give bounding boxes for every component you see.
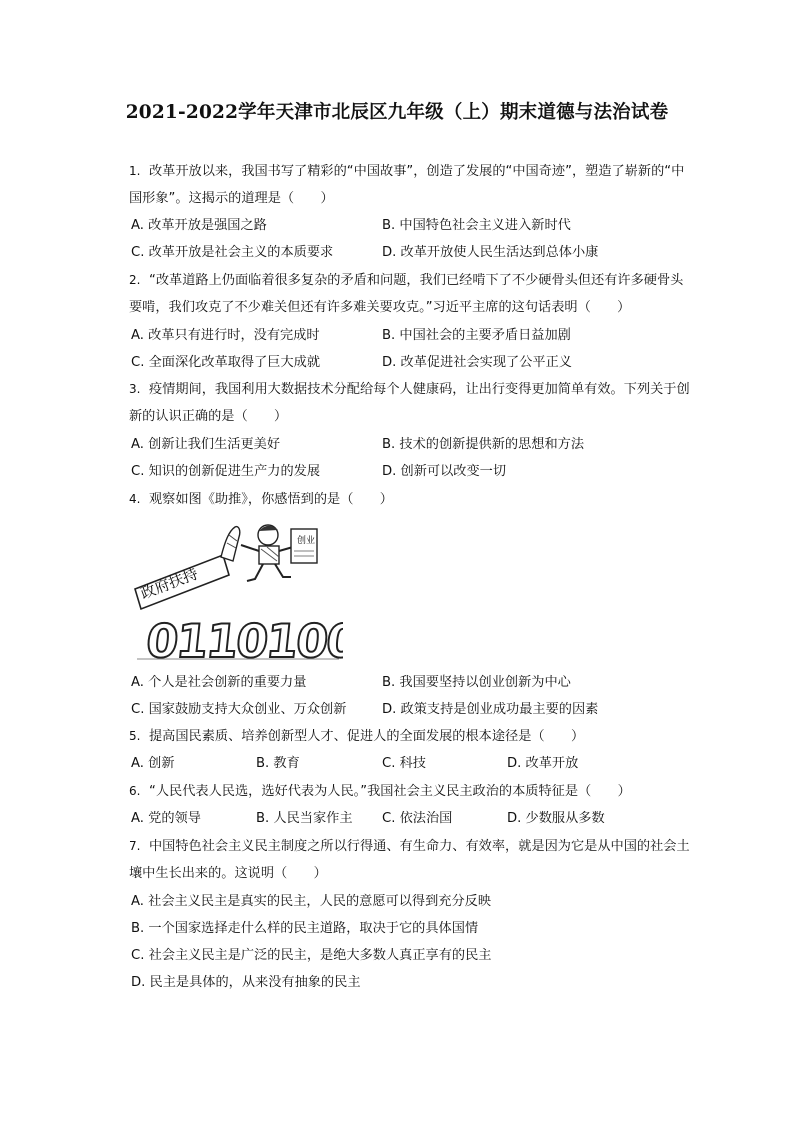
question-3	[129, 376, 695, 430]
option-d: D. 改革促进社会实现了公平正义	[382, 355, 572, 370]
cartoon-figure	[133, 521, 343, 663]
question-number: 3.	[129, 382, 141, 396]
question-7	[129, 833, 695, 887]
question-stem: 改革开放以来，我国书写了精彩的“中国故事”，创造了发展的“中国奇迹”，塑造了崭新的“中国形象”。这揭示的道理是（ ）	[129, 164, 685, 206]
question-number: 6.	[129, 784, 141, 798]
question-number: 7.	[129, 839, 141, 853]
option-d: D. 创新可以改变一切	[382, 464, 507, 479]
card-label: 创业	[297, 536, 316, 546]
option-d: D. 改革开放使人民生活达到总体小康	[382, 245, 599, 260]
option-b: B. 教育	[256, 756, 300, 771]
option-c: C. 科技	[382, 756, 426, 771]
question-2	[129, 267, 695, 321]
option-a: A. 创新让我们生活更美好	[131, 437, 281, 452]
option-b: B. 中国社会的主要矛盾日益加剧	[382, 328, 571, 343]
option-a: A. 改革开放是强国之路	[131, 218, 267, 233]
question-stem: 提高国民素质、培养创新型人才、促进人的全面发展的根本途径是（ ）	[149, 729, 585, 744]
question-number: 5.	[129, 729, 141, 743]
question-1	[129, 158, 695, 212]
option-d: D. 政策支持是创业成功最主要的因素	[382, 702, 599, 717]
option-c: C. 改革开放是社会主义的本质要求	[131, 245, 334, 260]
option-a: A. 创新	[131, 756, 175, 771]
person-figure	[241, 525, 317, 581]
option-a: A. 改革只有进行时，没有完成时	[131, 328, 320, 343]
question-stem: “人民代表人民选，选好代表为人民。”我国社会主义民主政治的本质特征是（ ）	[149, 784, 631, 799]
option-c: C. 社会主义民主是广泛的民主，是绝大多数人真正享有的民主	[131, 948, 492, 963]
question-number: 1.	[129, 164, 141, 178]
option-b: B. 我国要坚持以创业创新为中心	[382, 675, 571, 690]
page-title: 2021-2022学年天津市北辰区九年级（上）期末道德与法治试卷	[125, 102, 669, 123]
option-c: C. 国家鼓励支持大众创业、万众创新	[131, 702, 347, 717]
option-b: B. 技术的创新提供新的思想和方法	[382, 437, 585, 452]
sign-label: 政府扶持	[137, 564, 201, 603]
question-number: 4.	[129, 492, 141, 506]
option-d: D. 改革开放	[507, 756, 579, 771]
question-stem: 观察如图《助推》，你感悟到的是（ ）	[149, 492, 393, 507]
government-support-sign	[135, 527, 240, 609]
option-b: B. 人民当家作主	[256, 811, 353, 826]
option-c: C. 全面深化改革取得了巨大成就	[131, 355, 321, 370]
question-6	[129, 778, 695, 805]
question-stem: 疫情期间，我国利用大数据技术分配给每个人健康码，让出行变得更加简单有效。下列关于创新的认识正确的是（ ）	[129, 382, 690, 424]
option-a: A. 个人是社会创新的重要力量	[131, 675, 307, 690]
question-4	[129, 486, 695, 513]
binary-number-text: 0110100	[143, 614, 343, 663]
option-a: A. 党的领导	[131, 811, 201, 826]
question-5	[129, 723, 695, 750]
option-d: D. 民主是具体的，从来没有抽象的民主	[131, 975, 361, 990]
option-a: A. 社会主义民主是真实的民主，人民的意愿可以得到充分反映	[131, 894, 492, 909]
question-number: 2.	[129, 273, 141, 287]
option-c: C. 依法治国	[382, 811, 453, 826]
option-d: D. 少数服从多数	[507, 811, 605, 826]
cartoon-illustration	[133, 521, 343, 663]
question-stem: “改革道路上仍面临着很多复杂的矛盾和问题，我们已经啃下了不少硬骨头但还有许多硬骨头要啃，我们攻克了不少难关但还有许多难关要攻克。”习近平主席的这句话表明（ ）	[129, 273, 684, 315]
option-b: B. 一个国家选择走什么样的民主道路，取决于它的具体国情	[131, 921, 479, 936]
question-stem: 中国特色社会主义民主制度之所以行得通、有生命力、有效率，就是因为它是从中国的社会土壤中生长出来的。这说明（ ）	[129, 839, 690, 881]
option-c: C. 知识的创新促进生产力的发展	[131, 464, 321, 479]
option-b: B. 中国特色社会主义进入新时代	[382, 218, 571, 233]
binary-numbers-stairs	[144, 614, 343, 663]
